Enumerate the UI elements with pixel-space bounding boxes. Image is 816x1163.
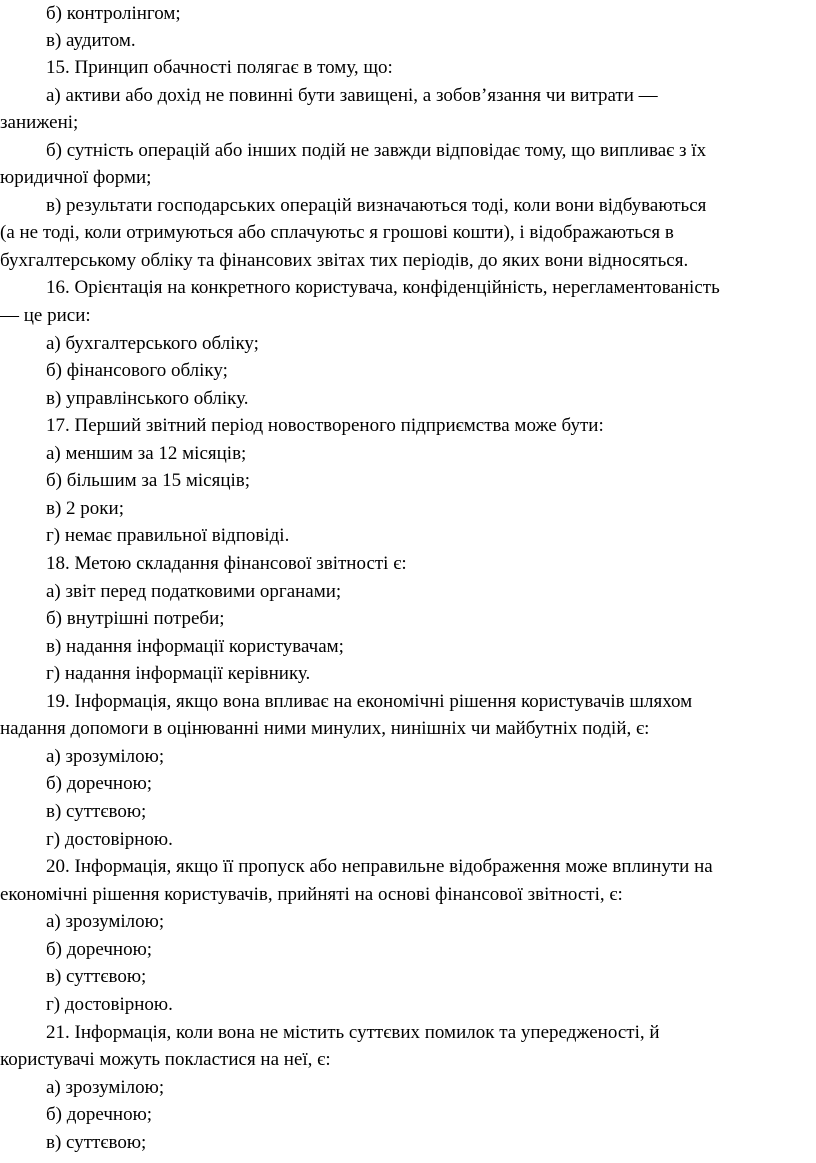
question-18: 18. Метою складання фінансової звітності є: xyxy=(46,553,407,574)
answer-line: в) управлінського обліку. xyxy=(46,388,249,409)
answer-line: в) суттєвою; xyxy=(46,801,147,822)
answer-line: в) аудитом. xyxy=(46,30,136,51)
answer-line: г) надання інформації керівнику. xyxy=(46,663,311,684)
answer-line: г) достовірною. xyxy=(46,829,173,850)
answer-line: б) доречною; xyxy=(46,1104,153,1125)
answer-line: б) більшим за 15 місяців; xyxy=(46,470,251,491)
question-17: 17. Перший звітний період новоствореного підприємства може бути: xyxy=(46,415,604,436)
answer-line: г) немає правильної відповіді. xyxy=(46,525,290,546)
answer-line: а) зрозумілою; xyxy=(46,911,165,932)
question-20: 20. Інформація, якщо її пропуск або неправильне відображення може вплинути на xyxy=(46,856,713,877)
answer-line: а) меншим за 12 місяців; xyxy=(46,443,247,464)
question-15: 15. Принцип обачності полягає в тому, що: xyxy=(46,57,393,78)
answer-line: г) достовірною. xyxy=(46,994,173,1015)
answer-line: в) суттєвою; xyxy=(46,1132,147,1153)
answer-line: б) контролінгом; xyxy=(46,3,181,24)
question-19: 19. Інформація, якщо вона впливає на економічні рішення користувачів шляхом xyxy=(46,691,693,712)
answer-line: б) доречною; xyxy=(46,773,153,794)
answer-line: а) зрозумілою; xyxy=(46,1077,165,1098)
continuation-line: бухгалтерському обліку та фінансових звітах тих періодів, до яких вони відносяться. xyxy=(0,250,689,271)
answer-line: в) 2 роки; xyxy=(46,498,124,519)
answer-line: а) активи або дохід не повинні бути завищені, а зобов’язання чи витрати — xyxy=(46,85,658,106)
answer-line: а) звіт перед податковими органами; xyxy=(46,581,342,602)
answer-line: в) надання інформації користувачам; xyxy=(46,636,344,657)
continuation-line: економічні рішення користувачів, прийняті на основі фінансової звітності, є: xyxy=(0,884,623,905)
continuation-line: користувачі можуть покластися на неї, є: xyxy=(0,1049,331,1070)
answer-line: б) доречною; xyxy=(46,939,153,960)
answer-line: б) внутрішні потреби; xyxy=(46,608,225,629)
answer-line: в) суттєвою; xyxy=(46,966,147,987)
answer-line: б) сутність операцій або інших подій не завжди відповідає тому, що випливає з їх xyxy=(46,140,707,161)
answer-line: в) результати господарських операцій визначаються тоді, коли вони відбуваються xyxy=(46,195,707,216)
continuation-line: надання допомоги в оцінюванні ними минулих, нинішніх чи майбутніх подій, є: xyxy=(0,718,650,739)
continuation-line: (а не тоді, коли отримуються або сплачуютьс я грошові кошти), і відображаються в xyxy=(0,222,674,243)
continuation-line: — це риси: xyxy=(0,305,91,326)
answer-line: а) зрозумілою; xyxy=(46,746,165,767)
continuation-line: юридичної форми; xyxy=(0,167,152,188)
question-21: 21. Інформація, коли вона не містить суттєвих помилок та упередженості, й xyxy=(46,1022,660,1043)
continuation-line: занижені; xyxy=(0,112,79,133)
question-16: 16. Орієнтація на конкретного користувача, конфіденційність, нерегламентованість xyxy=(46,277,720,298)
answer-line: а) бухгалтерського обліку; xyxy=(46,333,259,354)
answer-line: б) фінансового обліку; xyxy=(46,360,228,381)
